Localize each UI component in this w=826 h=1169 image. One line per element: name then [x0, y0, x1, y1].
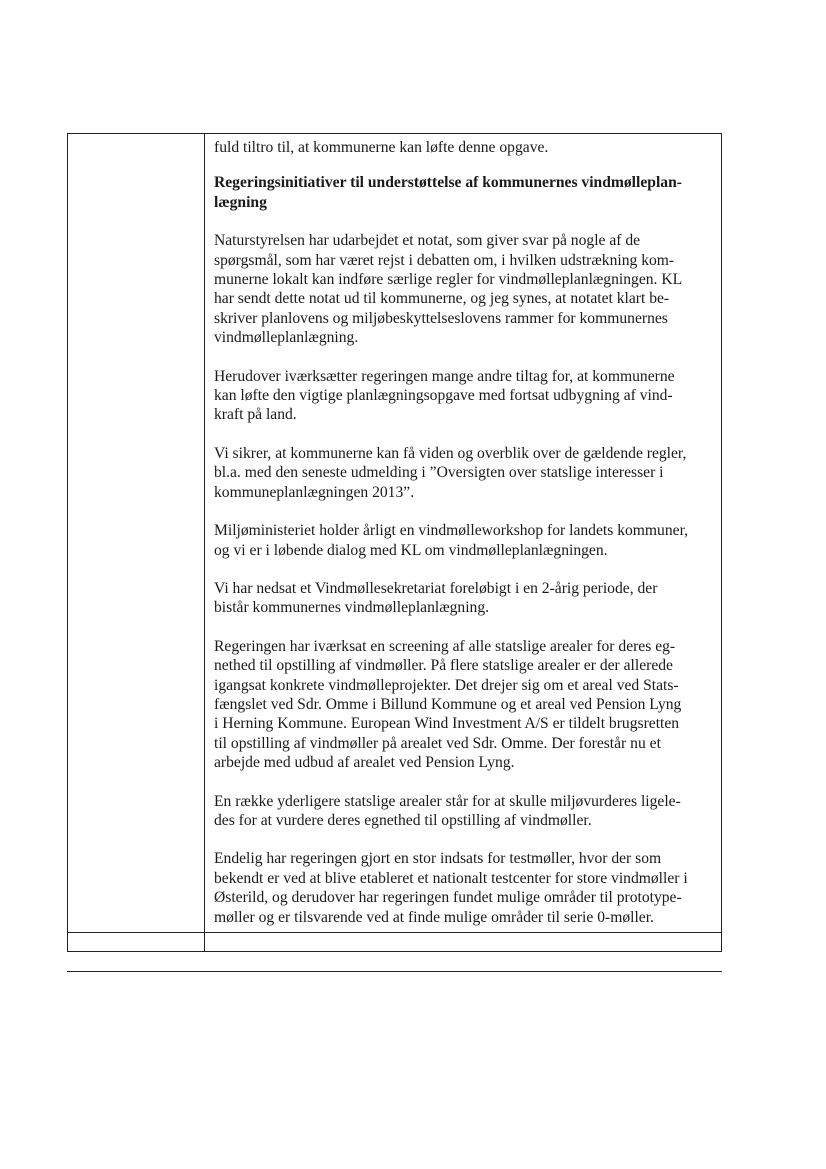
paragraph-line: til opstilling af vindmøller på arealet ved Sdr. Omme. Der forestår nu et [214, 734, 661, 752]
paragraph-line: og vi er i løbende dialog med KL om vindmølleplanlægningen. [214, 541, 608, 559]
paragraph-line: Østerild, og derudover har regeringen fundet mulige områder til prototype- [214, 889, 682, 907]
paragraph-line: bekendt er ved at blive etableret et nationalt testcenter for store vindmøller i [214, 869, 688, 887]
paragraph-line: igangsat konkrete vindmølleprojekter. Det drejer sig om et areal ved Stats- [214, 676, 679, 694]
paragraph [214, 231, 717, 347]
paragraph-line: i Herning Kommune. European Wind Investment A/S er tildelt brugsretten [214, 715, 680, 733]
paragraph-line: møller og er tilsvarende ved at finde mulige områder til serie 0-møller. [214, 908, 654, 926]
continuation-line: fuld tiltro til, at kommunerne kan løfte denne opgave. [214, 139, 549, 156]
paragraph-line: des for at vurdere deres egnethed til opstilling af vindmøller. [214, 811, 592, 829]
document-table [67, 133, 722, 952]
paragraph-line: fængslet ved Sdr. Omme i Billund Kommune og et areal ved Pension Lyng [214, 695, 682, 713]
paragraph-line: Vi har nedsat et Vindmøllesekretariat foreløbigt i en 2-årig periode, der [214, 579, 658, 597]
paragraph-line: skriver planlovens og miljøbeskyttelseslovens rammer for kommunernes [214, 309, 668, 327]
paragraph-line: Miljøministeriet holder årligt en vindmølleworkshop for landets kommuner, [214, 522, 689, 540]
paragraph-line: munerne lokalt kan indføre særlige regler for vindmølleplanlægningen. KL [214, 271, 683, 289]
paragraph-line: Vi sikrer, at kommunerne kan få viden og overblik over de gældende regler, [214, 444, 687, 462]
paragraph [214, 444, 717, 502]
paragraph-line: bl.a. med den seneste udmelding i ”Oversigten over statslige interesser i [214, 464, 664, 482]
paragraph-line: spørgsmål, som har været rejst i debatten om, i hvilken udstrækning kom- [214, 251, 675, 269]
paragraph-line: Naturstyrelsen har udarbejdet et notat, som giver svar på nogle af de [214, 232, 641, 250]
section-heading [214, 173, 717, 212]
paragraph-line: kraft på land. [214, 406, 297, 424]
body-paragraphs [214, 231, 717, 927]
paragraph-line: bistår kommunernes vindmølleplanlægning. [214, 599, 490, 617]
table-footer-row [68, 932, 721, 951]
paragraph [214, 849, 717, 927]
paragraph-line: arbejde med udbud af arealet ved Pension Lyng. [214, 754, 515, 772]
paragraph-line: En række yderligere statslige arealer står for at skulle miljøvurderes ligele- [214, 792, 681, 810]
bottom-rule [67, 971, 722, 972]
paragraph-line: Regeringen har iværksat en screening af alle statslige arealer for deres eg- [214, 637, 676, 655]
paragraph [214, 521, 717, 560]
heading-line-1: Regeringsinitiativer til understøttelse af kommunernes vindmølleplan- [214, 174, 682, 192]
paragraph [214, 367, 717, 425]
paragraph-line: nethed til opstilling af vindmøller. På flere statslige arealer er der allerede [214, 657, 673, 675]
paragraph-line: kan løfte den vigtige planlægningsopgave med fortsat udbygning af vind- [214, 387, 673, 405]
paragraph [214, 579, 717, 618]
heading-line-2: lægning [214, 193, 267, 211]
paragraph-line: har sendt dette notat ud til kommunerne, og jeg synes, at notatet klart be- [214, 290, 670, 308]
paragraph-line: Herudover iværksætter regeringen mange andre tiltag for, at kommunerne [214, 367, 675, 385]
paragraph [214, 792, 717, 831]
left-column [68, 134, 205, 951]
paragraph-line: kommuneplanlægningen 2013”. [214, 483, 415, 501]
paragraph [214, 637, 717, 773]
paragraph-line: Endelig har regeringen gjort en stor indsats for testmøller, hvor der som [214, 850, 662, 868]
paragraph-line: vindmølleplanlægning. [214, 329, 359, 347]
right-column [214, 138, 717, 946]
